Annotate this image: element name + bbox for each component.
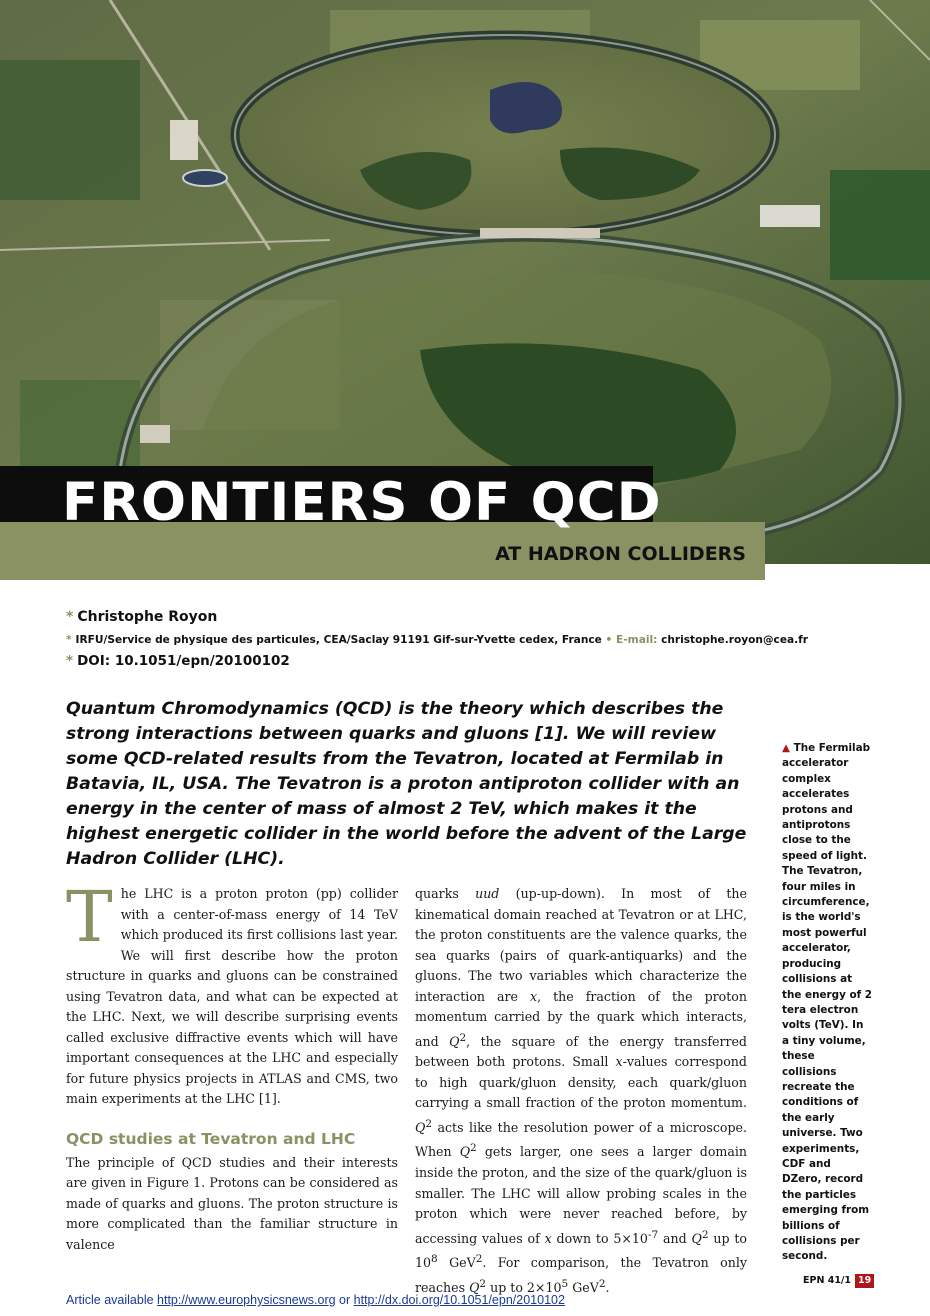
- text-run: up to 10: [415, 1230, 748, 1271]
- body-column-left: [66, 876, 398, 1255]
- photo-caption: [782, 741, 872, 1265]
- page-number: 19: [855, 1274, 874, 1288]
- drop-cap: T: [66, 876, 113, 958]
- text-run: gets larger, one sees a larger domain inside the proton, and the size of the quark/gluon is smaller. The LHC will allow probing scales in the proton which were never reached before, by accessing values of: [415, 1144, 747, 1246]
- article-availability-line: [66, 1293, 565, 1307]
- email-separator: •: [605, 634, 613, 646]
- italic-variable: x: [544, 1230, 552, 1246]
- bullet-asterisk-icon: *: [66, 653, 74, 669]
- bullet-asterisk-icon: *: [66, 609, 74, 625]
- text-run: , the square of the energy transferred between both protons. Small: [415, 1033, 747, 1070]
- superscript: 2: [475, 1253, 483, 1266]
- article-prefix: Article available: [66, 1293, 158, 1307]
- italic-term: uud: [475, 886, 500, 901]
- affiliation-line: [66, 634, 808, 646]
- italic-variable: Q: [449, 1033, 460, 1049]
- caption-text: The Fermilab accelerator complex accelerates protons and antiprotons close to the speed of light. The Tevatron, four miles in circumference, is the world's most powerful accelerator, producing collisions at the energy of 2 tera electron volts (TeV). In a tiny volume, these collisions recreate the conditions of the early universe. Two experiments, CDF and DZero, record the particles emerging from billions of collisions per second.: [782, 742, 872, 1263]
- superscript: 8: [431, 1253, 438, 1266]
- text-run: GeV: [568, 1280, 599, 1296]
- italic-variable: x: [615, 1054, 623, 1070]
- doi-link[interactable]: http://dx.doi.org/10.1051/epn/2010102: [353, 1293, 565, 1307]
- superscript: 2: [470, 1142, 477, 1155]
- superscript: 2: [701, 1228, 709, 1241]
- email-address[interactable]: christophe.royon@cea.fr: [661, 634, 809, 646]
- body-column-right: [415, 884, 747, 1299]
- superscript: 5: [561, 1277, 569, 1290]
- text-run: (up-up-down). In most of the kinematical domain reached at Tevatron or at LHC, the proton constituents are the valence quarks, the sea quarks (pairs of quark-antiquarks) and the gluons. The two variables which characterize the interaction are: [415, 886, 747, 1004]
- superscript: 2: [479, 1277, 487, 1290]
- doi-line: [66, 653, 290, 669]
- intro-text: he LHC is a proton proton (pp) collider with a center-of-mass energy of 14 TeV which produced its first collisions last year. We will first describe how the proton structure in quarks and gluons can be constrained using Tevatron data, and what can be expected at the LHC. Next, we will describe surprising events called exclusive diffractive events which will have important consequences at the LHC and especially for future physics projects in ATLAS and CMS, two main experiments at the LHC [1].: [66, 886, 398, 1106]
- text-run: up to 2×10: [486, 1280, 562, 1296]
- text-run: . For comparison, the Tevatron only reaches: [415, 1255, 747, 1296]
- text-run: GeV: [437, 1255, 476, 1271]
- intro-paragraph: [66, 876, 398, 1110]
- doi-text: DOI: 10.1051/epn/20100102: [77, 653, 290, 669]
- author-name: Christophe Royon: [77, 609, 218, 625]
- italic-variable: Q: [459, 1144, 471, 1160]
- section-paragraph: The principle of QCD studies and their interests are given in Figure 1. Protons can be considered as made of quarks and gluons. The proton structure is more complicated than the familiar structure in valence: [66, 1154, 398, 1252]
- or-text: or: [335, 1293, 354, 1307]
- italic-variable: Q: [691, 1230, 702, 1246]
- page-reference: [803, 1274, 874, 1288]
- italic-variable: x: [529, 988, 538, 1004]
- superscript: 2: [425, 1117, 433, 1130]
- triangle-up-icon: ▲: [782, 742, 790, 754]
- abstract: Quantum Chromodynamics (QCD) is the theory which describes the strong interactions between quarks and gluons [1]. We will review some QCD-related results from the Tevatron, located at Fermilab in Batavia, IL, USA. The Tevatron is a proton antiproton collider with an energy in the center of mass of almost 2 TeV, which makes it the highest energetic collider in the world before the advent of the Large Hadron Collider (LHC).: [66, 699, 747, 869]
- author-line: [66, 609, 217, 625]
- superscript: -7: [647, 1228, 659, 1241]
- italic-variable: Q: [469, 1280, 480, 1296]
- superscript: 2: [598, 1277, 606, 1290]
- email-label: E-mail:: [616, 634, 658, 646]
- italic-variable: Q: [415, 1119, 426, 1135]
- text-run: .: [605, 1280, 610, 1296]
- affiliation-text: IRFU/Service de physique des particules, CEA/Saclay 91191 Gif-sur-Yvette cedex, France: [75, 634, 602, 646]
- superscript: 2: [459, 1031, 467, 1044]
- article-title: FRONTIERS OF QCD: [62, 472, 662, 533]
- article-subtitle: AT HADRON COLLIDERS: [495, 543, 746, 565]
- continuation-paragraph: [415, 884, 747, 1299]
- section-heading: QCD studies at Tevatron and LHC: [66, 1129, 356, 1148]
- text-run: acts like the resolution power of a microscope. When: [415, 1119, 747, 1160]
- journal-issue: EPN 41/1: [803, 1275, 852, 1286]
- text-run: -values correspond to high quark/gluon density, each quark/gluon carrying a small fraction of the proton momentum.: [415, 1054, 747, 1111]
- text-run: , the fraction of the proton momentum carried by the quark which interacts, and: [415, 988, 747, 1049]
- text-run: and: [658, 1230, 692, 1246]
- text-run: quarks: [415, 886, 476, 901]
- text-run: down to 5×10: [551, 1230, 648, 1246]
- bullet-asterisk-icon: *: [66, 634, 72, 646]
- europhysicsnews-link[interactable]: http://www.europhysicsnews.org: [157, 1293, 336, 1307]
